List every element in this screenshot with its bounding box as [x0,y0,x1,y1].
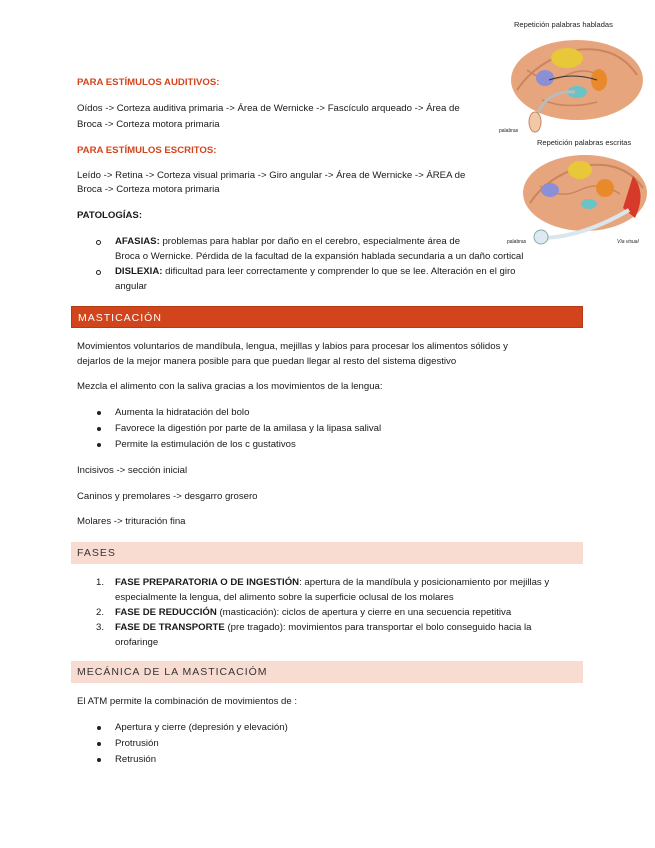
bullet-icon [97,726,101,730]
canines-text: Caninos y premolares -> desgarro grosero [77,491,258,502]
figure-label-spoken: palabras [499,128,519,134]
incisors-text: Incisivos -> sección inicial [77,465,188,476]
figure-label-visual-path: Vía visual [617,239,639,245]
section-title: MASTICACIÓN [78,312,162,324]
auditory-pathway-line1: Oídos -> Corteza auditiva primaria -> Área de Wernicke -> Fascículo arqueado -> Área de [77,103,460,114]
phase-item-1-cont: especialmente la lengua, del alimento sobre la superficie oclusal de los molares [115,592,454,603]
chewing-mix-text: Mezcla el alimento con la saliva gracias a los movimientos de la lengua: [77,381,383,392]
pathology-item-aphasia-cont: Broca o Wernicke. Pérdida de la facultad de la expansión hablada secundaria a un daño cortical [115,251,524,262]
list-item: Retrusión [115,754,157,765]
bullet-icon [97,411,101,415]
term: FASE DE TRANSPORTE [115,622,225,633]
auditory-heading: PARA ESTÍMULOS AUDITIVOS: [77,77,220,88]
term: AFASIAS: [115,236,160,247]
written-pathway-line2: Broca -> Corteza motora primaria [77,184,220,195]
list-item: Permite la estimulación de los c gustativos [115,439,296,450]
bullet-icon [97,742,101,746]
term: FASE PREPARATORIA O DE INGESTIÓN [115,577,300,588]
chewing-intro-line2: dejarlos de la mejor manera posible para que puedan llegar al resto del sistema digestivo [77,356,457,367]
pathology-item-aphasia [115,234,565,250]
phase-item-3-cont: orofaringe [115,637,159,648]
section-header-masticacion [71,306,583,328]
pathology-item-dyslexia [115,264,565,280]
definition: (pre tragado): movimientos para transportar el bolo conseguido hacia la [224,622,532,633]
definition: problemas para hablar por daño en el cerebro, especialmente área de [159,236,461,247]
section-header-mecanica [71,661,583,683]
written-heading: PARA ESTÍMULOS ESCRITOS: [77,145,217,156]
definition: dificultad para leer correctamente y comprender lo que se lee. Alteración en el giro [162,266,516,277]
phase-item-2 [115,605,565,621]
list-item: Apertura y cierre (depresión y elevación) [115,722,288,733]
tmj-intro-text: El ATM permite la combinación de movimientos de : [77,696,298,707]
bullet-icon [97,758,101,762]
chewing-intro-line1: Movimientos voluntarios de mandíbula, lengua, mejillas y labios para procesar los alimentos sólidos y [77,341,508,352]
list-item: Aumenta la hidratación del bolo [115,407,250,418]
written-pathway-line1: Leído -> Retina -> Corteza visual primaria -> Giro angular -> Área de Wernicke -> ÁREA de [77,170,466,181]
list-number: 1. [96,577,105,588]
list-item: Protrusión [115,738,159,749]
section-title: MECÁNICA DE LA MASTICACIÓM [77,666,268,678]
auditory-pathway-line2: Broca -> Corteza motora primaria [77,119,220,130]
molars-text: Molares -> trituración fina [77,516,186,527]
list-number: 3. [96,622,105,633]
term: DISLEXIA: [115,266,163,277]
bullet-icon [96,270,101,275]
pathology-item-dyslexia-cont: angular [115,281,148,292]
brain-written-illustration [505,148,650,248]
bullet-icon [97,427,101,431]
brain-spoken-illustration [497,30,647,138]
definition: : apertura de la mandíbula y posicionamiento por mejillas y [299,577,550,588]
pathologies-heading: PATOLOGÍAS: [77,210,143,221]
figure-label-written: palabras [507,239,527,245]
section-title: FASES [77,547,116,559]
bullet-icon [96,240,101,245]
section-header-fases [71,542,583,564]
term: FASE DE REDUCCIÓN [115,607,217,618]
figure-caption-spoken: Repetición palabras habladas [514,20,613,29]
definition: (masticación): ciclos de apertura y cierre en una secuencia repetitiva [216,607,512,618]
phase-item-1 [115,575,565,591]
figure-caption-written: Repetición palabras escritas [537,138,632,147]
phase-item-3 [115,620,565,636]
bullet-icon [97,443,101,447]
list-number: 2. [96,607,105,618]
list-item: Favorece la digestión por parte de la amilasa y la lipasa salival [115,423,382,434]
